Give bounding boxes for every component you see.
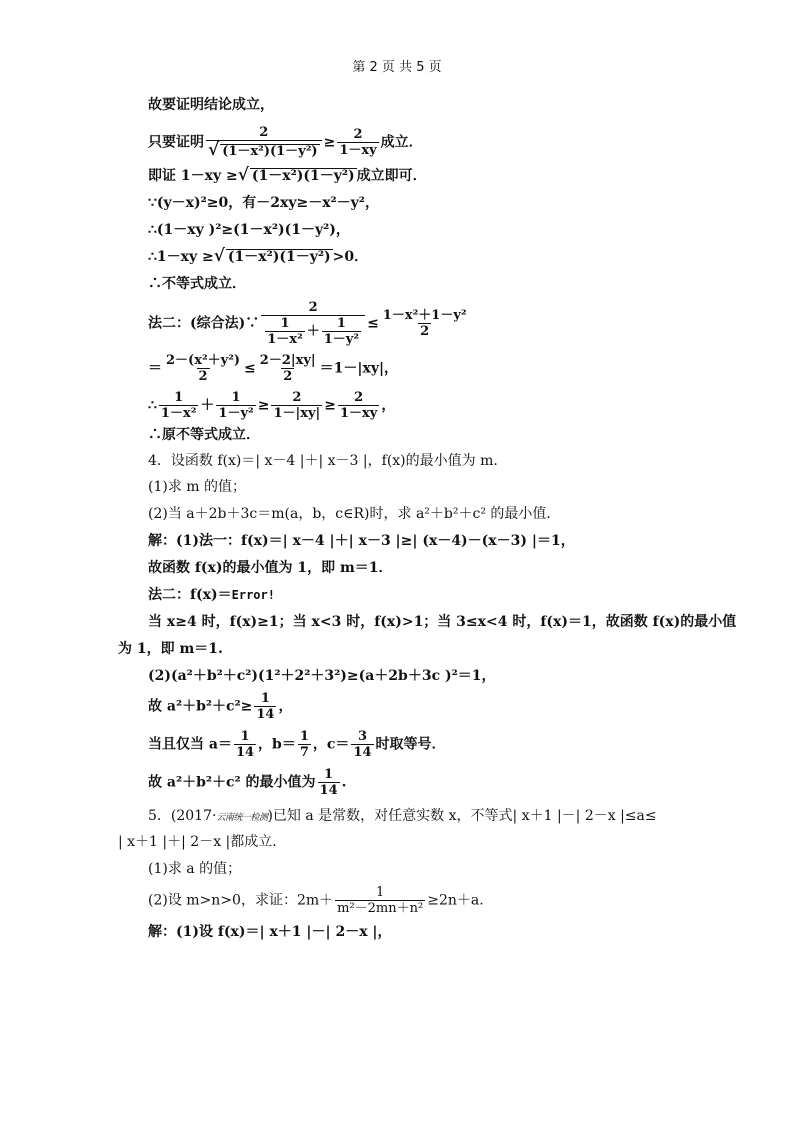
source-citation: 云南统一检测	[216, 813, 268, 823]
proof-line	[118, 248, 684, 265]
text: ∴	[148, 397, 157, 414]
radicand: (1－x²)(1－y²)	[222, 144, 318, 159]
text: (2)设 m>n>0，求证：2m＋	[148, 892, 334, 909]
document-body	[118, 92, 737, 940]
denominator: 14	[319, 783, 338, 798]
denominator	[261, 315, 365, 346]
fraction	[265, 317, 305, 346]
text: 当且仅当 a＝	[148, 736, 232, 753]
fraction	[271, 391, 322, 420]
solution-line: 当 x≥4 时，f(x)≥1；当 x<3 时，f(x)>1；当 3≤x<4 时，f(x)＝1，故函数 f(x)的最小值	[148, 614, 737, 630]
denominator: 14	[256, 707, 275, 722]
solution-line: (2)(a²＋b²＋c²)(1²＋2²＋3²)≥(a＋2b＋3c )²＝1，	[148, 668, 496, 684]
denominator: 14	[353, 745, 372, 760]
fraction	[322, 317, 361, 346]
radical-sign: √	[213, 246, 225, 266]
text: >0．	[332, 249, 369, 265]
relation: ≥	[324, 397, 336, 414]
numerator: 1	[231, 390, 241, 405]
numerator: 1	[260, 691, 270, 706]
text: ，b＝	[258, 736, 296, 753]
problem-4-question-1: (1)求 m 的值；	[148, 479, 247, 495]
fraction	[338, 391, 379, 420]
text: ，c＝	[312, 736, 350, 753]
fraction	[234, 730, 256, 759]
radicand: (1－x²)(1－y²)	[251, 168, 355, 184]
relation: ≤	[367, 315, 379, 332]
denominator: 7	[299, 745, 309, 760]
denominator: m²－2mn＋n²	[337, 901, 424, 916]
problem-5-question-2	[118, 886, 684, 915]
numerator: 2	[354, 390, 364, 405]
proof-line	[118, 354, 684, 383]
denominator: 2	[420, 324, 430, 339]
page-header: 第 2 页 共 5 页	[352, 60, 442, 75]
numerator: 1－x²＋1－y²	[382, 308, 467, 323]
proof-line: 故要证明结论成立，	[148, 97, 274, 113]
relation: ≤	[244, 360, 256, 377]
text: ，	[278, 698, 293, 715]
fraction	[254, 692, 276, 721]
problem-5-stem	[118, 809, 684, 823]
denominator	[206, 140, 322, 159]
text: 法二：f(x)＝	[148, 587, 232, 603]
text: 即证 1－xy ≥	[148, 168, 238, 184]
numerator: 1	[240, 729, 250, 744]
numerator: 2	[353, 127, 363, 142]
fraction	[159, 391, 199, 420]
numerator: 2	[292, 390, 302, 405]
denominator: 1－y²	[218, 406, 254, 421]
fraction	[351, 730, 373, 759]
text: 法二：(综合法)∵	[148, 315, 260, 332]
numerator: 1	[324, 767, 334, 782]
denominator: 2	[283, 369, 293, 384]
problem-4-question-2: (2)当 a＋2b＋3c＝m(a，b，c∈R)时，求 a²＋b²＋c² 的最小值．	[148, 506, 561, 522]
text: )已知 a 是常数，对任意实数 x，不等式| x＋1 |－| 2－x |≤a≤	[267, 808, 657, 824]
denominator: 1－x²	[160, 406, 197, 421]
text: 5．(2017·	[148, 808, 217, 824]
solution-line	[118, 588, 684, 602]
numerator: 2－2|xy|	[259, 353, 316, 368]
problem-5-stem-continued: | x＋1 |＋| 2－x |都成立．	[118, 834, 287, 850]
numerator: 3	[357, 729, 367, 744]
solution-line: 解：(1)设 f(x)＝| x＋1 |－| 2－x |，	[148, 924, 392, 940]
numerator: 1	[376, 885, 385, 900]
numerator: 1	[299, 729, 309, 744]
fraction	[261, 301, 365, 346]
radical-sign: √	[208, 140, 220, 160]
text: 故 a²＋b²＋c²≥	[148, 698, 253, 715]
solution-line: 故函数 f(x)的最小值为 1，即 m＝1．	[148, 560, 393, 576]
fraction	[337, 128, 378, 157]
text: ∴1－xy ≥	[148, 249, 214, 265]
denominator: 2	[198, 369, 208, 384]
fraction	[164, 354, 242, 383]
solution-line	[118, 730, 684, 759]
plus: ＋	[306, 324, 320, 339]
proof-line: ∵(y－x)²≥0，有－2xy≥－x²－y²，	[148, 195, 379, 211]
text: ＝1－|xy|，	[319, 360, 399, 377]
text: 成立．	[380, 134, 423, 151]
fraction	[335, 886, 425, 915]
numerator: 1	[280, 316, 290, 331]
numerator: 2	[259, 125, 269, 140]
proof-line: ∴不等式成立．	[148, 276, 246, 292]
proof-line	[118, 391, 684, 420]
text: ≥2n＋a.	[427, 892, 484, 909]
denominator: 14	[235, 745, 255, 760]
denominator: 1－x²	[267, 332, 303, 347]
method-two-line	[118, 301, 684, 346]
solution-line: 解：(1)法一：f(x)＝| x－4 |＋| x－3 |≥| (x－4)－(x－3) |＝1，	[148, 533, 575, 549]
fraction	[258, 354, 318, 383]
fraction	[216, 391, 255, 420]
plus: ＋	[200, 397, 215, 414]
text: .	[341, 774, 347, 791]
numerator: 1	[174, 390, 184, 405]
relation: ≥	[323, 134, 336, 151]
denominator: 1－xy	[340, 406, 378, 421]
radical-sign: √	[237, 165, 249, 185]
proof-line: ∴原不等式成立．	[148, 427, 260, 443]
denominator: 1－xy	[339, 143, 377, 158]
proof-line	[118, 126, 684, 159]
text: 成立即可．	[356, 168, 427, 184]
fraction	[298, 730, 311, 759]
denominator: 1－y²	[323, 332, 360, 347]
denominator: 1－|xy|	[273, 406, 321, 421]
text: 故 a²＋b²＋c² 的最小值为	[148, 774, 316, 791]
numerator: 2－(x²＋y²)	[166, 353, 241, 368]
text: 时取等号．	[375, 736, 446, 753]
proof-line	[118, 167, 684, 184]
text: ，	[381, 397, 396, 414]
relation: ≥	[257, 397, 270, 414]
problem-4-stem: 4．设函数 f(x)＝| x－4 |＋| x－3 |，f(x)的最小值为 m.	[148, 453, 498, 469]
fraction	[206, 126, 322, 159]
solution-line: 为 1，即 m＝1.	[118, 641, 223, 657]
fraction	[318, 768, 340, 797]
proof-line: ∴(1－xy )²≥(1－x²)(1－y²)，	[148, 222, 350, 238]
text: 只要证明	[148, 134, 204, 151]
numerator: 2	[308, 300, 318, 315]
problem-5-question-1: (1)求 a 的值；	[148, 861, 242, 877]
solution-line	[118, 692, 684, 721]
fraction	[381, 309, 469, 338]
text: ＝	[148, 360, 162, 377]
radicand: (1－x²)(1－y²)	[227, 249, 331, 265]
error-field: Error!	[231, 588, 275, 602]
numerator: 1	[336, 316, 346, 331]
solution-line	[118, 768, 684, 797]
